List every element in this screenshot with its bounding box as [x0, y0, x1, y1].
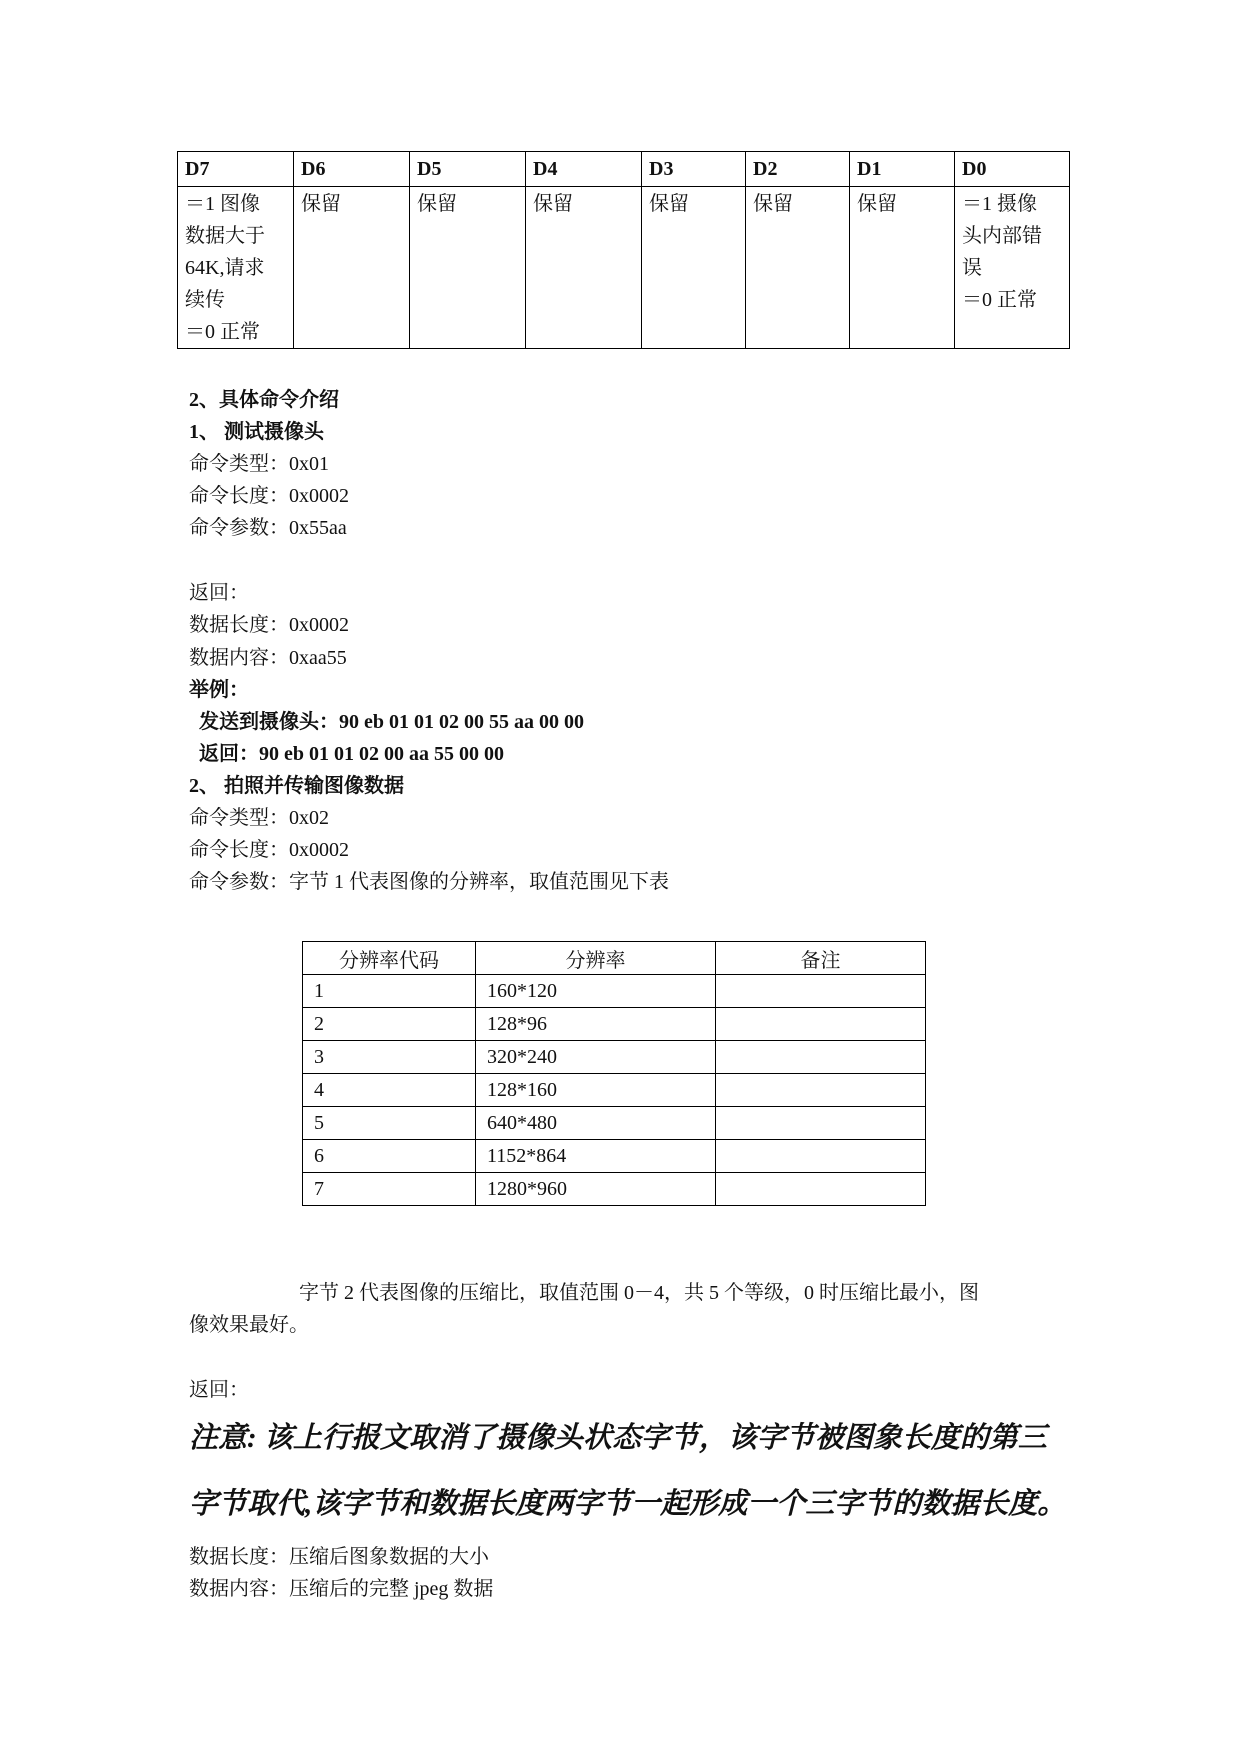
cell-line: ＝0 正常 — [185, 321, 260, 343]
cell-line: 64K,请求 — [185, 257, 265, 279]
resolution-note-cell — [716, 1041, 926, 1074]
table-row — [303, 1140, 926, 1173]
cell-line: 保留 — [417, 193, 457, 215]
cell-line: 保留 — [301, 193, 341, 215]
resolution-code-cell: 1 — [303, 975, 476, 1008]
resolution-note-cell — [716, 1074, 926, 1107]
table-row — [303, 975, 926, 1008]
command-1-return-label: 返回： — [189, 582, 249, 604]
example-send: 发送到摄像头：90 eb 01 01 02 00 55 aa 00 00 — [199, 711, 584, 733]
resolution-value-cell: 320*240 — [476, 1041, 716, 1074]
header-cell: 分辨率 — [476, 942, 716, 975]
table-row — [303, 1008, 926, 1041]
resolution-note-cell — [716, 1008, 926, 1041]
resolution-code-cell: 7 — [303, 1173, 476, 1206]
cell-line: ＝1 图像 — [185, 193, 260, 215]
table-row — [303, 1041, 926, 1074]
resolution-header-row — [303, 942, 926, 975]
status-cell-d6 — [294, 187, 410, 349]
return-data-content: 数据内容：压缩后的完整 jpeg 数据 — [189, 1578, 494, 1600]
status-cell-d5 — [410, 187, 526, 349]
status-cell-d3 — [642, 187, 746, 349]
command-1-title: 1、 测试摄像头 — [189, 421, 324, 443]
header-cell: D4 — [526, 152, 642, 187]
cell-line: ＝1 摄像 — [962, 193, 1037, 215]
resolution-value-cell: 128*160 — [476, 1074, 716, 1107]
example-return: 返回：90 eb 01 01 02 00 aa 55 00 00 — [199, 743, 504, 765]
resolution-note-cell — [716, 1107, 926, 1140]
resolution-note-cell — [716, 1140, 926, 1173]
command-2-return-label: 返回： — [189, 1379, 249, 1401]
status-cell-d7 — [178, 187, 294, 349]
command-2-title: 2、 拍照并传输图像数据 — [189, 775, 404, 797]
header-cell: 备注 — [716, 942, 926, 975]
example-label: 举例： — [189, 679, 249, 701]
command-1-length: 命令长度：0x0002 — [189, 485, 349, 507]
cell-line: 头内部错 — [962, 225, 1042, 247]
cell-line: 数据大于 — [185, 225, 265, 247]
command-1-data-content: 数据内容：0xaa55 — [189, 647, 347, 669]
note-line-1: 注意: 该上行报文取消了摄像头状态字节，该字节被图象长度的第三 — [189, 1422, 1047, 1454]
note-line-2: 字节取代,该字节和数据长度两字节一起形成一个三字节的数据长度。 — [189, 1488, 1067, 1520]
command-1-param: 命令参数：0x55aa — [189, 517, 347, 539]
resolution-code-cell: 3 — [303, 1041, 476, 1074]
cell-line: ＝0 正常 — [962, 289, 1037, 311]
resolution-code-cell: 2 — [303, 1008, 476, 1041]
header-cell: D0 — [955, 152, 1070, 187]
resolution-code-cell: 4 — [303, 1074, 476, 1107]
status-table-header-row — [178, 152, 1070, 187]
status-cell-d4 — [526, 187, 642, 349]
header-cell: D2 — [746, 152, 850, 187]
header-cell: D7 — [178, 152, 294, 187]
cell-line: 误 — [962, 257, 982, 279]
resolution-value-cell: 160*120 — [476, 975, 716, 1008]
header-cell: D5 — [410, 152, 526, 187]
command-2-type: 命令类型：0x02 — [189, 807, 329, 829]
resolution-note-cell — [716, 975, 926, 1008]
status-table-body-row — [178, 187, 1070, 349]
resolution-value-cell: 640*480 — [476, 1107, 716, 1140]
command-2-length: 命令长度：0x0002 — [189, 839, 349, 861]
resolution-value-cell: 128*96 — [476, 1008, 716, 1041]
cell-line: 保留 — [753, 193, 793, 215]
command-1-type: 命令类型：0x01 — [189, 453, 329, 475]
cell-line: 保留 — [649, 193, 689, 215]
cell-line: 续传 — [185, 289, 225, 311]
header-cell: D1 — [850, 152, 955, 187]
return-data-length: 数据长度：压缩后图象数据的大小 — [189, 1546, 489, 1568]
status-cell-d2 — [746, 187, 850, 349]
resolution-code-cell: 5 — [303, 1107, 476, 1140]
cell-line: 保留 — [533, 193, 573, 215]
table-row — [303, 1107, 926, 1140]
byte2-description-line-1: 字节 2 代表图像的压缩比，取值范围 0－4，共 5 个等级，0 时压缩比最小，图 — [299, 1282, 979, 1304]
resolution-table — [302, 941, 926, 1206]
resolution-note-cell — [716, 1173, 926, 1206]
status-cell-d1 — [850, 187, 955, 349]
cell-line: 保留 — [857, 193, 897, 215]
resolution-value-cell: 1280*960 — [476, 1173, 716, 1206]
command-2-param: 命令参数：字节 1 代表图像的分辨率，取值范围见下表 — [189, 871, 669, 893]
table-row — [303, 1074, 926, 1107]
byte2-description-line-2: 像效果最好。 — [189, 1314, 309, 1336]
resolution-value-cell: 1152*864 — [476, 1140, 716, 1173]
table-row — [303, 1173, 926, 1206]
command-1-data-length: 数据长度：0x0002 — [189, 614, 349, 636]
status-cell-d0 — [955, 187, 1070, 349]
header-cell: 分辨率代码 — [303, 942, 476, 975]
header-cell: D3 — [642, 152, 746, 187]
resolution-code-cell: 6 — [303, 1140, 476, 1173]
header-cell: D6 — [294, 152, 410, 187]
section-heading: 2、具体命令介绍 — [189, 389, 339, 411]
status-bit-table — [177, 151, 1070, 349]
